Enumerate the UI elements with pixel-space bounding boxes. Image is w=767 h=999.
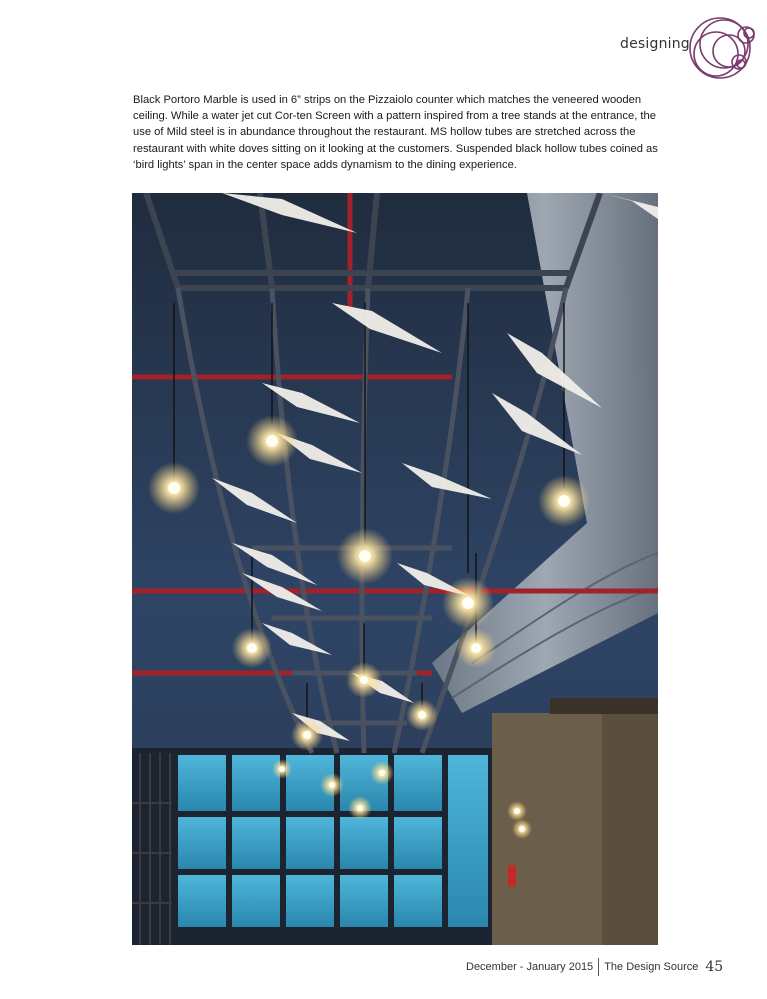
section-label: designing: [620, 36, 690, 52]
issue-date: December - January 2015: [466, 961, 594, 973]
bird-lights-illustration: [132, 193, 658, 945]
publication-name: The Design Source: [604, 961, 699, 973]
restaurant-photo: [132, 193, 658, 945]
page-footer: [466, 958, 723, 976]
page-number: 45: [705, 959, 724, 975]
footer-divider: [598, 958, 599, 976]
article-paragraph: Black Portoro Marble is used in 6” strips on the Pizzaiolo counter which matches the veneered wooden ceiling. While a water jet cut Cor-ten Screen with a pattern inspired from a tree stands at the entrance, the use of Mild steel is in abundance throughout the restaurant. MS hollow tubes are stretched across the restaurant with white doves sitting on it looking at the customers. Suspended black hollow tubes coined as ‘bird lights’ span in the center space adds dynamism to the dining experience.: [133, 94, 658, 171]
